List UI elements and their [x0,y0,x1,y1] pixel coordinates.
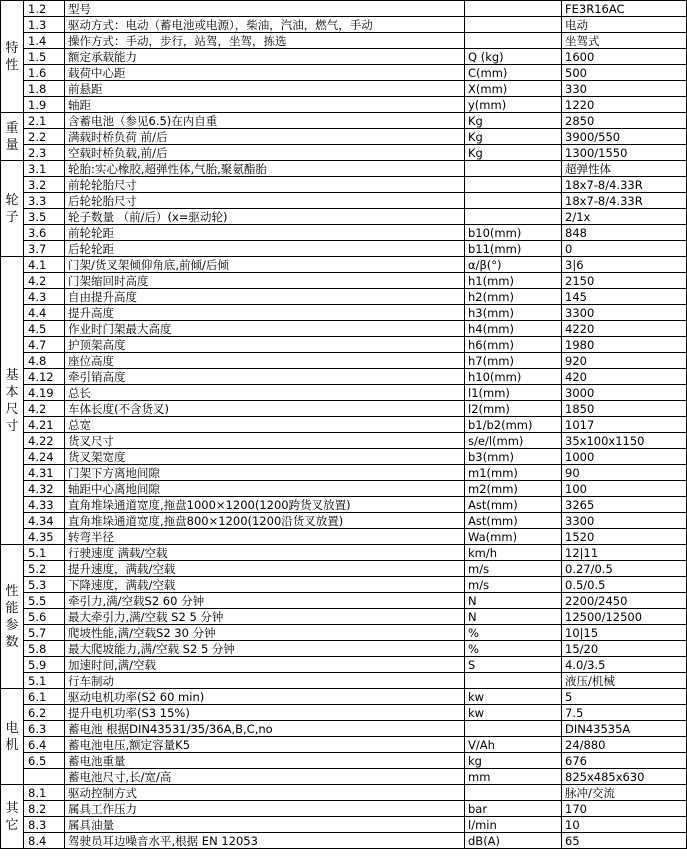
table-row [1,193,687,209]
row-item: 护顶架高度 [65,337,465,353]
row-number: 4.34 [24,513,65,529]
row-value: 0 [562,241,687,257]
row-unit: Wa(mm) [465,529,562,545]
table-row [1,417,687,433]
row-number: 5.1 [24,545,65,561]
row-value: 90 [562,465,687,481]
row-number: 8.2 [24,801,65,817]
row-item: 轮胎:实心橡胶,超弹性体,气胎,聚氨酯胎 [65,161,465,177]
table-row [1,225,687,241]
row-unit: m2(mm) [465,481,562,497]
row-number: 4.31 [24,465,65,481]
row-number: 3.1 [24,161,65,177]
row-item: 提升电机功率(S3 15%) [65,705,465,721]
row-item: 行驶速度 满载/空载 [65,545,465,561]
table-row [1,625,687,641]
row-number: 5.3 [24,577,65,593]
row-unit: S [465,657,562,673]
row-unit: Ast(mm) [465,513,562,529]
row-item: 额定承载能力 [65,49,465,65]
row-unit: b10(mm) [465,225,562,241]
row-item: 行车制动 [65,673,465,689]
row-unit: bar [465,801,562,817]
row-item: 加速时间,满/空载 [65,657,465,673]
row-item: 操作方式：手动，步行，站驾，坐驾，拣选 [65,33,465,49]
row-number: 5.5 [24,593,65,609]
row-number: 4.8 [24,353,65,369]
row-unit: s/e/l(mm) [465,433,562,449]
table-row [1,529,687,545]
row-number: 4.3 [24,289,65,305]
row-item: 总长 [65,385,465,401]
row-item: 蓄电池重量 [65,753,465,769]
row-value: 2200/2450 [562,593,687,609]
row-value: 坐驾式 [562,33,687,49]
row-unit [465,193,562,209]
row-number: 6.5 [24,753,65,769]
table-row [1,593,687,609]
row-item: 门架缩回时高度 [65,273,465,289]
row-value: 4.0/3.5 [562,657,687,673]
row-unit [465,785,562,801]
row-value: 3900/550 [562,129,687,145]
row-number: 6.4 [24,737,65,753]
row-value: 1980 [562,337,687,353]
row-item: 自由提升高度 [65,289,465,305]
row-item: 车体长度(不含货叉) [65,401,465,417]
row-value: 330 [562,81,687,97]
row-value: 10|15 [562,625,687,641]
table-row [1,257,687,273]
row-unit: h6(mm) [465,337,562,353]
table-row [1,481,687,497]
row-number: 5.6 [24,609,65,625]
row-number: 5.9 [24,657,65,673]
table-row [1,785,687,801]
row-item: 货叉尺寸 [65,433,465,449]
row-number: 4.21 [24,417,65,433]
row-value: 脉冲/交流 [562,785,687,801]
row-value: 145 [562,289,687,305]
table-row [1,753,687,769]
table-row [1,561,687,577]
row-unit: Ast(mm) [465,497,562,513]
row-number [24,769,65,785]
row-item: 牵引力,满/空载S2 60 分钟 [65,593,465,609]
table-row [1,657,687,673]
row-number: 5.8 [24,641,65,657]
row-item: 属具油量 [65,817,465,833]
row-unit [465,1,562,17]
row-item: 含蓄电池（参见6.5)在内自重 [65,113,465,129]
row-number: 4.19 [24,385,65,401]
row-item: 蓄电池尺寸,长/宽/高 [65,769,465,785]
table-row [1,737,687,753]
table-row [1,433,687,449]
table-row [1,145,687,161]
row-value: 3000 [562,385,687,401]
row-value: 12|11 [562,545,687,561]
row-item: 前轮轮胎尺寸 [65,177,465,193]
row-number: 1.9 [24,97,65,113]
row-item: 作业时门架最大高度 [65,321,465,337]
table-row [1,17,687,33]
table-row [1,689,687,705]
row-number: 1.5 [24,49,65,65]
row-item: 门架/货叉架倾仰角底,前倾/后倾 [65,257,465,273]
table-row [1,65,687,81]
table-row [1,33,687,49]
row-value: 848 [562,225,687,241]
row-value: 1300/1550 [562,145,687,161]
row-item: 空载时桥负载,前/后 [65,145,465,161]
row-unit: km/h [465,545,562,561]
row-item: 驱动方式：电动（蓄电池或电源），柴油，汽油，燃气，手动 [65,17,465,33]
section-category: 性能参数 [1,545,24,689]
row-value: DIN43535A [562,721,687,737]
row-unit: X(mm) [465,81,562,97]
section-category: 特性 [1,1,24,113]
row-unit: m/s [465,561,562,577]
row-item: 最大牵引力,满/空载 S2 5 分钟 [65,609,465,625]
row-value: 18x7-8/4.33R [562,193,687,209]
table-row [1,113,687,129]
row-value: 15/20 [562,641,687,657]
row-item: 后轮轮胎尺寸 [65,193,465,209]
row-item: 载荷中心距 [65,65,465,81]
table-row [1,513,687,529]
row-unit [465,177,562,193]
row-number: 4.2 [24,273,65,289]
row-number: 4.35 [24,529,65,545]
table-row [1,273,687,289]
row-number: 8.4 [24,833,65,849]
row-unit: h3(mm) [465,305,562,321]
table-row [1,769,687,785]
table-row [1,177,687,193]
table-row [1,321,687,337]
row-unit: α/β(°) [465,257,562,273]
table-row [1,497,687,513]
row-number: 4.1 [24,257,65,273]
row-number: 3.7 [24,241,65,257]
row-unit: h7(mm) [465,353,562,369]
row-unit: h10(mm) [465,369,562,385]
table-row [1,385,687,401]
row-number: 6.3 [24,721,65,737]
table-row [1,705,687,721]
table-row [1,817,687,833]
row-unit: N [465,609,562,625]
row-unit: m/s [465,577,562,593]
row-number: 4.32 [24,481,65,497]
row-item: 轴距 [65,97,465,113]
row-number: 5.7 [24,625,65,641]
row-value: 超弹性体 [562,161,687,177]
row-unit: Kg [465,145,562,161]
table-row [1,609,687,625]
row-unit: % [465,641,562,657]
row-value: 4220 [562,321,687,337]
table-row [1,241,687,257]
row-value: 1220 [562,97,687,113]
row-item: 转弯半径 [65,529,465,545]
row-item: 货叉架宽度 [65,449,465,465]
row-unit: h4(mm) [465,321,562,337]
row-value: 1850 [562,401,687,417]
row-item: 座位高度 [65,353,465,369]
row-number: 4.4 [24,305,65,321]
table-row [1,1,687,17]
section-category: 基本尺寸 [1,257,24,545]
row-value: 1520 [562,529,687,545]
row-number: 6.2 [24,705,65,721]
row-item: 下降速度，满载/空载 [65,577,465,593]
row-number: 1.8 [24,81,65,97]
table-row [1,81,687,97]
row-number: 2.3 [24,145,65,161]
row-item: 前悬距 [65,81,465,97]
table-row [1,673,687,689]
row-value: 1600 [562,49,687,65]
spec-table-body [1,1,687,849]
row-value: 676 [562,753,687,769]
row-value: FE3R16AC [562,1,687,17]
row-item: 前轮轮距 [65,225,465,241]
row-item: 蓄电池 根据DIN43531/35/36A,B,C,no [65,721,465,737]
row-value: 1017 [562,417,687,433]
row-value: 420 [562,369,687,385]
row-number: 8.3 [24,817,65,833]
table-row [1,161,687,177]
row-unit: b3(mm) [465,449,562,465]
table-row [1,369,687,385]
row-value: 5 [562,689,687,705]
row-value: 920 [562,353,687,369]
row-item: 直角堆垛通道宽度,拖盘1000×1200(1200跨货叉放置) [65,497,465,513]
row-item: 驱动电机功率(S2 60 min) [65,689,465,705]
row-value: 2150 [562,273,687,289]
row-item: 门架下方离地间隙 [65,465,465,481]
row-item: 属具工作压力 [65,801,465,817]
row-value: 7.5 [562,705,687,721]
row-number: 3.5 [24,209,65,225]
row-unit: b1/b2(mm) [465,417,562,433]
row-unit: kg [465,753,562,769]
section-category: 其它 [1,785,24,849]
row-unit: V/Ah [465,737,562,753]
row-number: 4.12 [24,369,65,385]
row-number: 1.4 [24,33,65,49]
row-number: 1.2 [24,1,65,17]
row-item: 提升速度，满载/空载 [65,561,465,577]
row-value: 3300 [562,305,687,321]
row-value: 10 [562,817,687,833]
row-value: 2/1x [562,209,687,225]
row-unit: l2(mm) [465,401,562,417]
row-item: 轴距中心离地间隙 [65,481,465,497]
row-unit: kw [465,689,562,705]
row-item: 最大爬坡能力,满/空载 S2 5 分钟 [65,641,465,657]
table-row [1,49,687,65]
row-value: 1000 [562,449,687,465]
row-number: 4.5 [24,321,65,337]
row-unit: b11(mm) [465,241,562,257]
row-unit: h1(mm) [465,273,562,289]
table-row [1,337,687,353]
table-row [1,545,687,561]
row-item: 爬坡性能,满/空载S2 30 分钟 [65,625,465,641]
row-unit [465,721,562,737]
row-unit: Q (kg) [465,49,562,65]
row-item: 驾驶员耳边噪音水平,根据 EN 12053 [65,833,465,849]
row-item: 总宽 [65,417,465,433]
row-item: 驱动控制方式 [65,785,465,801]
row-item: 蓄电池电压,额定容量K5 [65,737,465,753]
row-unit: h2(mm) [465,289,562,305]
table-row [1,641,687,657]
row-number: 4.22 [24,433,65,449]
row-unit: dB(A) [465,833,562,849]
row-number: 2.1 [24,113,65,129]
row-value: 2850 [562,113,687,129]
table-row [1,721,687,737]
row-value: 0.27/0.5 [562,561,687,577]
row-unit: % [465,625,562,641]
row-unit [465,673,562,689]
row-item: 牵引销高度 [65,369,465,385]
row-value: 电动 [562,17,687,33]
row-unit: N [465,593,562,609]
row-value: 3265 [562,497,687,513]
table-row [1,97,687,113]
row-unit: C(mm) [465,65,562,81]
row-value: 500 [562,65,687,81]
row-item: 满载时桥负荷 前/后 [65,129,465,145]
row-unit: kw [465,705,562,721]
table-row [1,209,687,225]
table-row [1,449,687,465]
row-number: 3.3 [24,193,65,209]
section-category: 重量 [1,113,24,161]
row-number: 3.2 [24,177,65,193]
row-item: 后轮轮距 [65,241,465,257]
row-unit: Kg [465,129,562,145]
table-row [1,289,687,305]
row-item: 提升高度 [65,305,465,321]
table-row [1,401,687,417]
row-number: 1.3 [24,17,65,33]
row-value: 100 [562,481,687,497]
table-row [1,465,687,481]
row-unit [465,33,562,49]
row-number: 3.6 [24,225,65,241]
table-row [1,305,687,321]
row-value: 170 [562,801,687,817]
row-number: 1.6 [24,65,65,81]
row-value: 12500/12500 [562,609,687,625]
table-row [1,129,687,145]
section-category: 电机 [1,689,24,785]
row-item: 型号 [65,1,465,17]
table-row [1,577,687,593]
row-value: 35x100x1150 [562,433,687,449]
row-unit: l/min [465,817,562,833]
row-unit: l1(mm) [465,385,562,401]
row-unit [465,17,562,33]
row-number: 6.1 [24,689,65,705]
row-number: 4.2 [24,401,65,417]
row-unit: y(mm) [465,97,562,113]
row-number: 4.7 [24,337,65,353]
row-number: 4.24 [24,449,65,465]
row-value: 0.5/0.5 [562,577,687,593]
row-number: 2.2 [24,129,65,145]
row-value: 65 [562,833,687,849]
section-category: 轮子 [1,161,24,257]
row-unit: Kg [465,113,562,129]
table-row [1,801,687,817]
row-number: 8.1 [24,785,65,801]
row-number: 5.1 [24,673,65,689]
table-row [1,353,687,369]
row-unit [465,161,562,177]
row-value: 825x485x630 [562,769,687,785]
row-value: 18x7-8/4.33R [562,177,687,193]
row-value: 3|6 [562,257,687,273]
row-unit [465,209,562,225]
row-value: 24/880 [562,737,687,753]
row-item: 直角堆垛通道宽度,拖盘800×1200(1200沿货叉放置) [65,513,465,529]
table-row [1,833,687,849]
row-unit: m1(mm) [465,465,562,481]
row-number: 5.2 [24,561,65,577]
row-number: 4.33 [24,497,65,513]
row-unit: mm [465,769,562,785]
row-value: 3300 [562,513,687,529]
row-value: 液压/机械 [562,673,687,689]
row-item: 轮子数量 （前/后）(x=驱动轮) [65,209,465,225]
